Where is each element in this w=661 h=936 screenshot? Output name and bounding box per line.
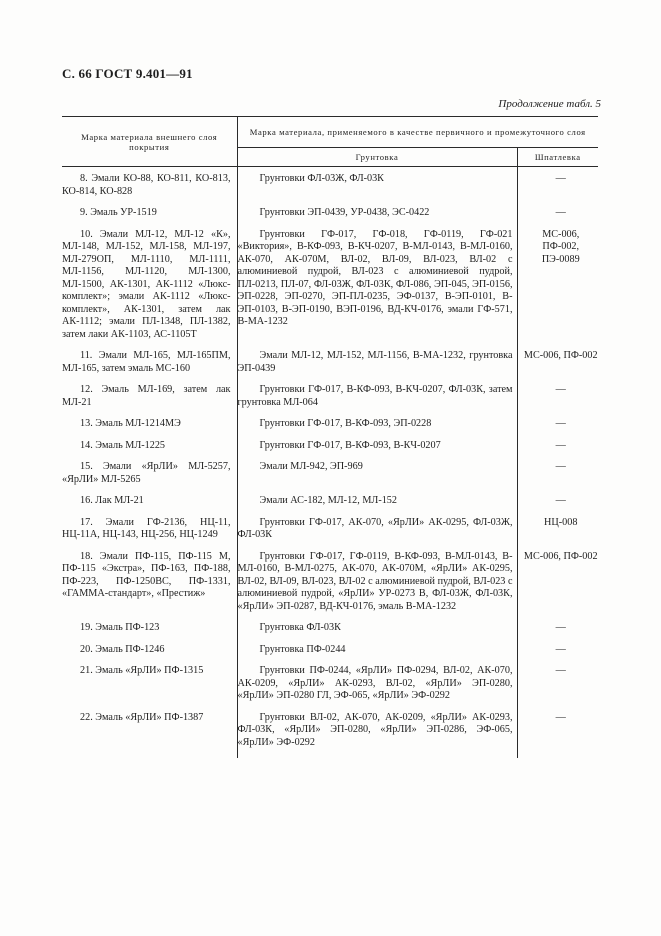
primer-cell: Грунтовки ВЛ-02, АК-070, АК-0209, «ЯрЛИ» АК-0293, ФЛ-03К, «ЯрЛИ» ЭП-0280, «ЯрЛИ» ЭП-0286, ЭФ-065, «ЯрЛИ» ЭФ-0292 [237, 711, 513, 748]
primer-cell: Грунтовки ГФ-017, В-КФ-093, В-КЧ-0207, ФЛ-03К, затем грунтовка МЛ-064 [237, 384, 513, 408]
putty-cell: — [555, 622, 566, 633]
putty-cell: МС-006, ПФ-002, ПЭ-0089 [541, 228, 580, 265]
outer-layer-cell: 20. Эмаль ПФ-1246 [80, 643, 165, 655]
table-row [62, 622, 598, 644]
primer-cell: Грунтовки ГФ-017, ГФ-018, ГФ-0119, ГФ-021 «Виктория», В-КФ-093, В-КЧ-0207, В-МЛ-0143, В-МЛ-0160, АК-070, АК-070М, ВЛ-02, ВЛ-09, ВЛ-023, ВЛ-02 с алюминиевой пудрой, ВЛ-023 с алюминиевой пудрой, ПЛ-0213, ПЛ-07, ФЛ-03Ж, ФЛ-03К, ФЛ-086, ЭП-045, ЭП-0156, ЭП-0228, ЭП-0270, ЭП-ПЛ-0235, ЭФ-0137, В-ЭП-0101, В-ЭП-0103, В-ЭП-0190, ВЭП-0196, ВД-КЧ-0176, эмали ГФ-571, В-МА-1232 [237, 228, 513, 327]
putty-cell: — [555, 207, 566, 218]
header-putty: Шпатлевка [517, 148, 598, 167]
primer-cell: Грунтовки ГФ-017, ГФ-0119, В-КФ-093, В-МЛ-0143, В-МЛ-0160, В-МЛ-0275, АК-070, АК-070М, «ЯрЛИ» АК-0295, ВЛ-02, ВЛ-09, ВЛ-023, ВЛ-02 с алюминиевой пудрой, ВЛ-023 с алюминиевой пудрой, «ЯрЛИ» УР-0273 В, ФЛ-03Ж, ФЛ-03К, «ЯрЛИ» ЭП-0287, ВД-КЧ-0176, эмаль В-МА-1232 [237, 550, 513, 612]
putty-cell: МС-006, ПФ-002 [523, 550, 598, 562]
outer-layer-cell: 10. Эмали МЛ-12, МЛ-12 «К», МЛ-148, МЛ-152, МЛ-158, МЛ-197, МЛ-279ОП, МЛ-1110, МЛ-1111, МЛ-1156, МЛ-1120, МЛ-1300, МЛ-1500, АК-1301, АК-1112 «Люкс-комплект»; эмали АК-1112 «Люкс-комплект», АК-1301, затем лак АК-1112; эмали ПЛ-1348, ПЛ-1382, затем лаки АК-1103, АС-1105Т [62, 228, 231, 340]
primer-cell: Эмали АС-182, МЛ-12, МЛ-152 [259, 495, 397, 506]
table-row [62, 517, 598, 551]
table-row [62, 350, 598, 384]
outer-layer-cell: 12. Эмаль МЛ-169, затем лак МЛ-21 [62, 384, 231, 408]
table-row [62, 461, 598, 495]
primer-cell: Грунтовка ФЛ-03К [259, 622, 341, 633]
outer-layer-cell: 13. Эмаль МЛ-1214МЭ [80, 418, 181, 429]
putty-cell: — [555, 461, 566, 472]
primer-cell: Грунтовки ГФ-017, В-КФ-093, ЭП-0228 [259, 418, 432, 429]
putty-cell: МС-006, ПФ-002 [523, 350, 598, 361]
putty-cell: — [555, 173, 566, 184]
primer-cell: Эмали МЛ-942, ЭП-969 [259, 461, 363, 472]
outer-layer-cell: 19. Эмаль ПФ-123 [80, 622, 160, 633]
header-outer-layer: Марка материала внешнего слоя покрытия [62, 117, 237, 167]
outer-layer-cell: 22. Эмаль «ЯрЛИ» ПФ-1387 [80, 711, 204, 723]
outer-layer-cell: 9. Эмаль УР-1519 [80, 207, 157, 218]
outer-layer-cell: 18. Эмали ПФ-115, ПФ-115 М, ПФ-115 «Экстра», ПФ-163, ПФ-188, ПФ-223, ПФ-1250ВС, ПФ-1331, «ГАММА-стандарт», «Престиж» [62, 550, 231, 599]
outer-layer-cell: 17. Эмали ГФ-2136, НЦ-11, НЦ-11А, НЦ-143, НЦ-256, НЦ-1249 [62, 516, 231, 540]
table-row [62, 551, 598, 623]
primer-cell: Грунтовки ГФ-017, АК-070, «ЯрЛИ» АК-0295, ФЛ-03Ж, ФЛ-03К [237, 516, 513, 540]
header-primer: Грунтовка [237, 148, 517, 167]
outer-layer-cell: 8. Эмали КО-88, КО-811, КО-813, КО-814, КО-828 [62, 173, 231, 197]
table-row [62, 418, 598, 440]
outer-layer-cell: 14. Эмаль МЛ-1225 [80, 439, 166, 451]
putty-cell: — [555, 439, 566, 451]
putty-cell: — [555, 665, 566, 676]
table-row [62, 229, 598, 351]
primer-cell: Грунтовки ГФ-017, В-КФ-093, В-КЧ-0207 [259, 439, 441, 451]
table-row [62, 384, 598, 418]
outer-layer-cell: 11. Эмали МЛ-165, МЛ-165ПМ, МЛ-165, затем эмаль МС-160 [62, 350, 231, 374]
putty-cell: — [555, 495, 566, 506]
primer-cell: Грунтовки ФЛ-03Ж, ФЛ-03К [259, 173, 384, 184]
primer-cell: Эмали МЛ-12, МЛ-152, МЛ-1156, В-МА-1232, грунтовка ЭП-0439 [237, 350, 513, 374]
table-continuation-label: Продолжение табл. 5 [498, 98, 601, 110]
page-header: С. 66 ГОСТ 9.401—91 [62, 66, 193, 81]
primer-cell: Грунтовки ЭП-0439, УР-0438, ЭС-0422 [259, 207, 430, 218]
header-primary-layer: Марка материала, применяемого в качестве первичного и промежуточного слоя [237, 117, 598, 148]
outer-layer-cell: 16. Лак МЛ-21 [80, 495, 144, 506]
putty-cell: — [555, 711, 566, 723]
table-row [62, 712, 598, 759]
putty-cell: — [555, 418, 566, 429]
table-row [62, 495, 598, 517]
putty-cell: — [555, 384, 566, 395]
table-row [62, 644, 598, 666]
table-row [62, 440, 598, 462]
coating-materials-table [62, 116, 598, 758]
outer-layer-cell: 21. Эмаль «ЯрЛИ» ПФ-1315 [80, 665, 204, 676]
putty-cell: НЦ-008 [544, 516, 578, 528]
outer-layer-cell: 15. Эмали «ЯрЛИ» МЛ-5257, «ЯрЛИ» МЛ-5265 [62, 461, 231, 485]
putty-cell: — [555, 643, 566, 655]
table-body [62, 167, 598, 759]
table-row [62, 207, 598, 229]
primer-cell: Грунтовка ПФ-0244 [259, 643, 346, 655]
primer-cell: Грунтовки ПФ-0244, «ЯрЛИ» ПФ-0294, ВЛ-02, АК-070, АК-0209, «ЯрЛИ» АК-0293, ВЛ-02, «ЯрЛИ» ЭП-0280, «ЯрЛИ» ЭП-0280 ГЛ, ЭФ-065, «ЯрЛИ» ЭФ-0292 [237, 665, 513, 701]
table-row [62, 167, 598, 208]
table-row [62, 665, 598, 712]
